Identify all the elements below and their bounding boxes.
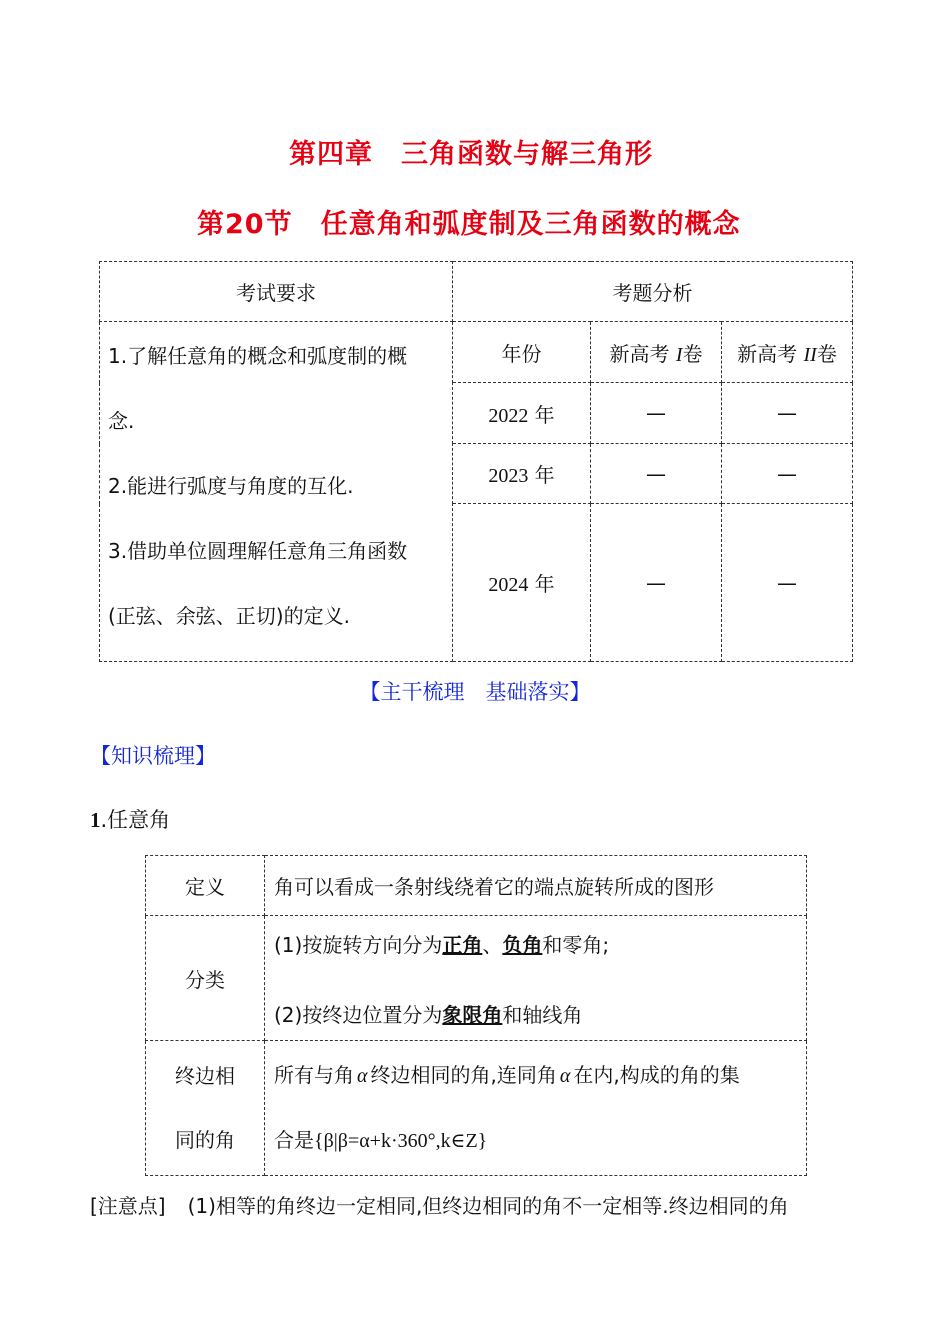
requirement-line: 1.了解任意角的概念和弧度制的概 bbox=[108, 344, 408, 368]
item-1-number: 1 bbox=[90, 808, 101, 832]
header-new-gaokao-ii bbox=[722, 322, 853, 383]
header-i-suffix: 卷 bbox=[682, 341, 703, 366]
header-exam-analysis: 考题分析 bbox=[453, 262, 853, 322]
chapter-title: 第四章 三角函数与解三角形 bbox=[289, 139, 653, 170]
requirement-line: 2.能进行弧度与角度的互化. bbox=[108, 474, 354, 498]
header-year: 年份 bbox=[453, 322, 591, 383]
year-number: 2024 bbox=[488, 574, 529, 596]
classification-line-1 bbox=[274, 918, 806, 980]
header-exam-requirements: 考试要求 bbox=[100, 262, 453, 322]
symbol-alpha: α bbox=[559, 1065, 571, 1087]
section-banner: 【主干梳理 基础落实】 bbox=[359, 680, 591, 704]
header-i-prefix: 新高考 bbox=[609, 341, 670, 366]
note-text: (1)相等的角终边一定相同,但终边相同的角不一定相等.终边相同的角 bbox=[187, 1194, 789, 1218]
year-suffix: 年 bbox=[534, 572, 555, 596]
classification-text: (2)按终边位置分为 bbox=[274, 1003, 443, 1027]
note-label: [注意点] bbox=[90, 1194, 166, 1218]
definition-body: 角可以看成一条射线绕着它的端点旋转所成的图形 bbox=[265, 856, 807, 916]
header-ii-suffix: 卷 bbox=[816, 341, 837, 366]
separator: 、 bbox=[482, 933, 503, 957]
coterminal-line-2 bbox=[274, 1108, 806, 1173]
coterminal-line-1 bbox=[274, 1043, 806, 1108]
coterminal-text: 合是 bbox=[274, 1128, 314, 1152]
new-gaokao-ii-cell: — bbox=[722, 504, 853, 662]
coterminal-angle-body bbox=[265, 1041, 807, 1176]
definition-head: 定义 bbox=[146, 856, 265, 916]
year-suffix: 年 bbox=[534, 463, 555, 487]
exam-requirements-table bbox=[99, 261, 853, 662]
item-1-label: .任意角 bbox=[100, 808, 171, 832]
coterminal-head-line: 同的角 bbox=[175, 1128, 235, 1152]
year-suffix: 年 bbox=[534, 402, 555, 427]
classification-line-2 bbox=[274, 980, 806, 1038]
classification-text: 和轴线角 bbox=[502, 1003, 583, 1027]
year-number: 2022 bbox=[488, 404, 529, 427]
keyword-positive-angle: 正角 bbox=[442, 933, 483, 957]
knowledge-heading: 【知识梳理】 bbox=[90, 744, 216, 768]
classification-text: (1)按旋转方向分为 bbox=[274, 933, 443, 957]
coterminal-angle-head bbox=[146, 1041, 265, 1176]
requirement-line: 3.借助单位圆理解任意角三角函数 bbox=[108, 539, 408, 563]
coterminal-set-formula: {β|β=α+k·360°,k∈Z} bbox=[314, 1130, 488, 1152]
new-gaokao-i-cell: — bbox=[591, 444, 722, 504]
item-1-heading bbox=[90, 804, 170, 834]
table-row bbox=[146, 1041, 807, 1176]
arbitrary-angle-table bbox=[145, 855, 807, 1176]
table-row bbox=[146, 856, 807, 916]
classification-body bbox=[265, 916, 807, 1041]
header-new-gaokao-i bbox=[591, 322, 722, 383]
year-cell bbox=[453, 383, 591, 444]
note-paragraph bbox=[90, 1190, 789, 1219]
coterminal-head-line: 终边相 bbox=[175, 1064, 235, 1088]
symbol-alpha: α bbox=[357, 1065, 368, 1087]
section-title: 第20节 任意角和弧度制及三角函数的概念 bbox=[197, 209, 741, 240]
header-i-roman: I bbox=[675, 343, 683, 366]
requirements-cell bbox=[100, 322, 453, 662]
classification-head: 分类 bbox=[146, 916, 265, 1041]
keyword-negative-angle: 负角 bbox=[502, 933, 543, 957]
header-ii-prefix: 新高考 bbox=[737, 341, 798, 366]
classification-text: 和零角; bbox=[542, 933, 610, 957]
coterminal-text: 所有与角 bbox=[274, 1063, 354, 1087]
year-number: 2023 bbox=[488, 465, 529, 487]
year-cell bbox=[453, 504, 591, 662]
coterminal-text: 在内,构成的角的集 bbox=[573, 1063, 740, 1087]
coterminal-text: 终边相同的角,连同角 bbox=[370, 1063, 557, 1087]
new-gaokao-i-cell: — bbox=[591, 383, 722, 444]
requirement-line: (正弦、余弦、正切)的定义. bbox=[108, 604, 350, 628]
new-gaokao-ii-cell: — bbox=[722, 383, 853, 444]
year-cell bbox=[453, 444, 591, 504]
header-ii-roman: II bbox=[803, 343, 817, 366]
new-gaokao-i-cell: — bbox=[591, 504, 722, 662]
requirement-line: 念. bbox=[108, 409, 135, 433]
new-gaokao-ii-cell: — bbox=[722, 444, 853, 504]
keyword-quadrant-angle: 象限角 bbox=[442, 1003, 503, 1027]
table-row bbox=[146, 916, 807, 1041]
